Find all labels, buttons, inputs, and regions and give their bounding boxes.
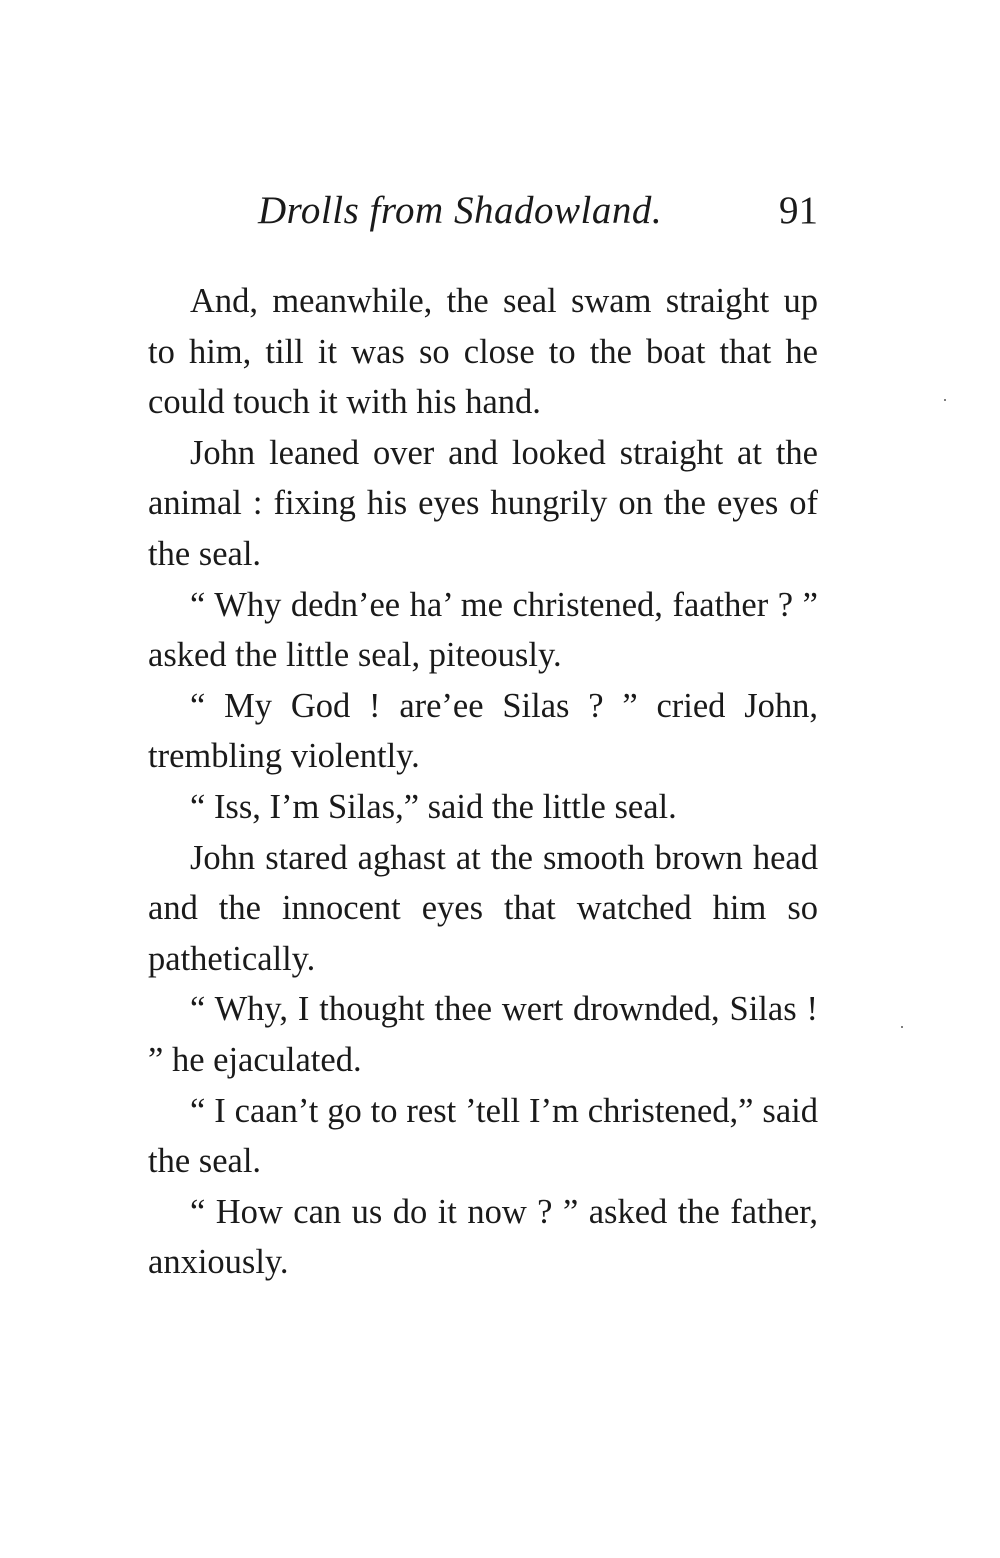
running-header xyxy=(150,188,818,244)
running-title: Drolls from Shadowland. xyxy=(258,189,663,232)
paragraph-7: “ Why, I thought thee wert drownded, Silas ! ” he ejaculated. xyxy=(148,990,818,1079)
print-speck xyxy=(944,399,946,401)
paragraph-1: And, meanwhile, the seal swam straight up to him, till it was so close to the boat that he could touch it with his hand. xyxy=(148,282,818,422)
paragraph-9: “ How can us do it now ? ” asked the father, anxiously. xyxy=(148,1192,818,1282)
paragraph-4: “ My God ! are’ee Silas ? ” cried John, trembling violently. xyxy=(148,686,818,776)
paragraph-6: John stared aghast at the smooth brown head and the innocent eyes that watched him so pathetically. xyxy=(148,838,818,978)
body-text xyxy=(148,276,818,1288)
print-speck xyxy=(901,1026,903,1028)
paragraph-5: “ Iss, I’m Silas,” said the little seal. xyxy=(190,787,677,826)
paragraph-2: John leaned over and looked straight at the animal : fixing his eyes hungrily on the eyes of the seal. xyxy=(148,433,818,573)
page-number: 91 xyxy=(779,189,818,232)
paragraph-8: “ I caan’t go to rest ’tell I’m christened,” said the seal. xyxy=(148,1091,818,1181)
paragraph-3: “ Why dedn’ee ha’ me christened, faather ? ” asked the little seal, piteously. xyxy=(148,585,818,675)
